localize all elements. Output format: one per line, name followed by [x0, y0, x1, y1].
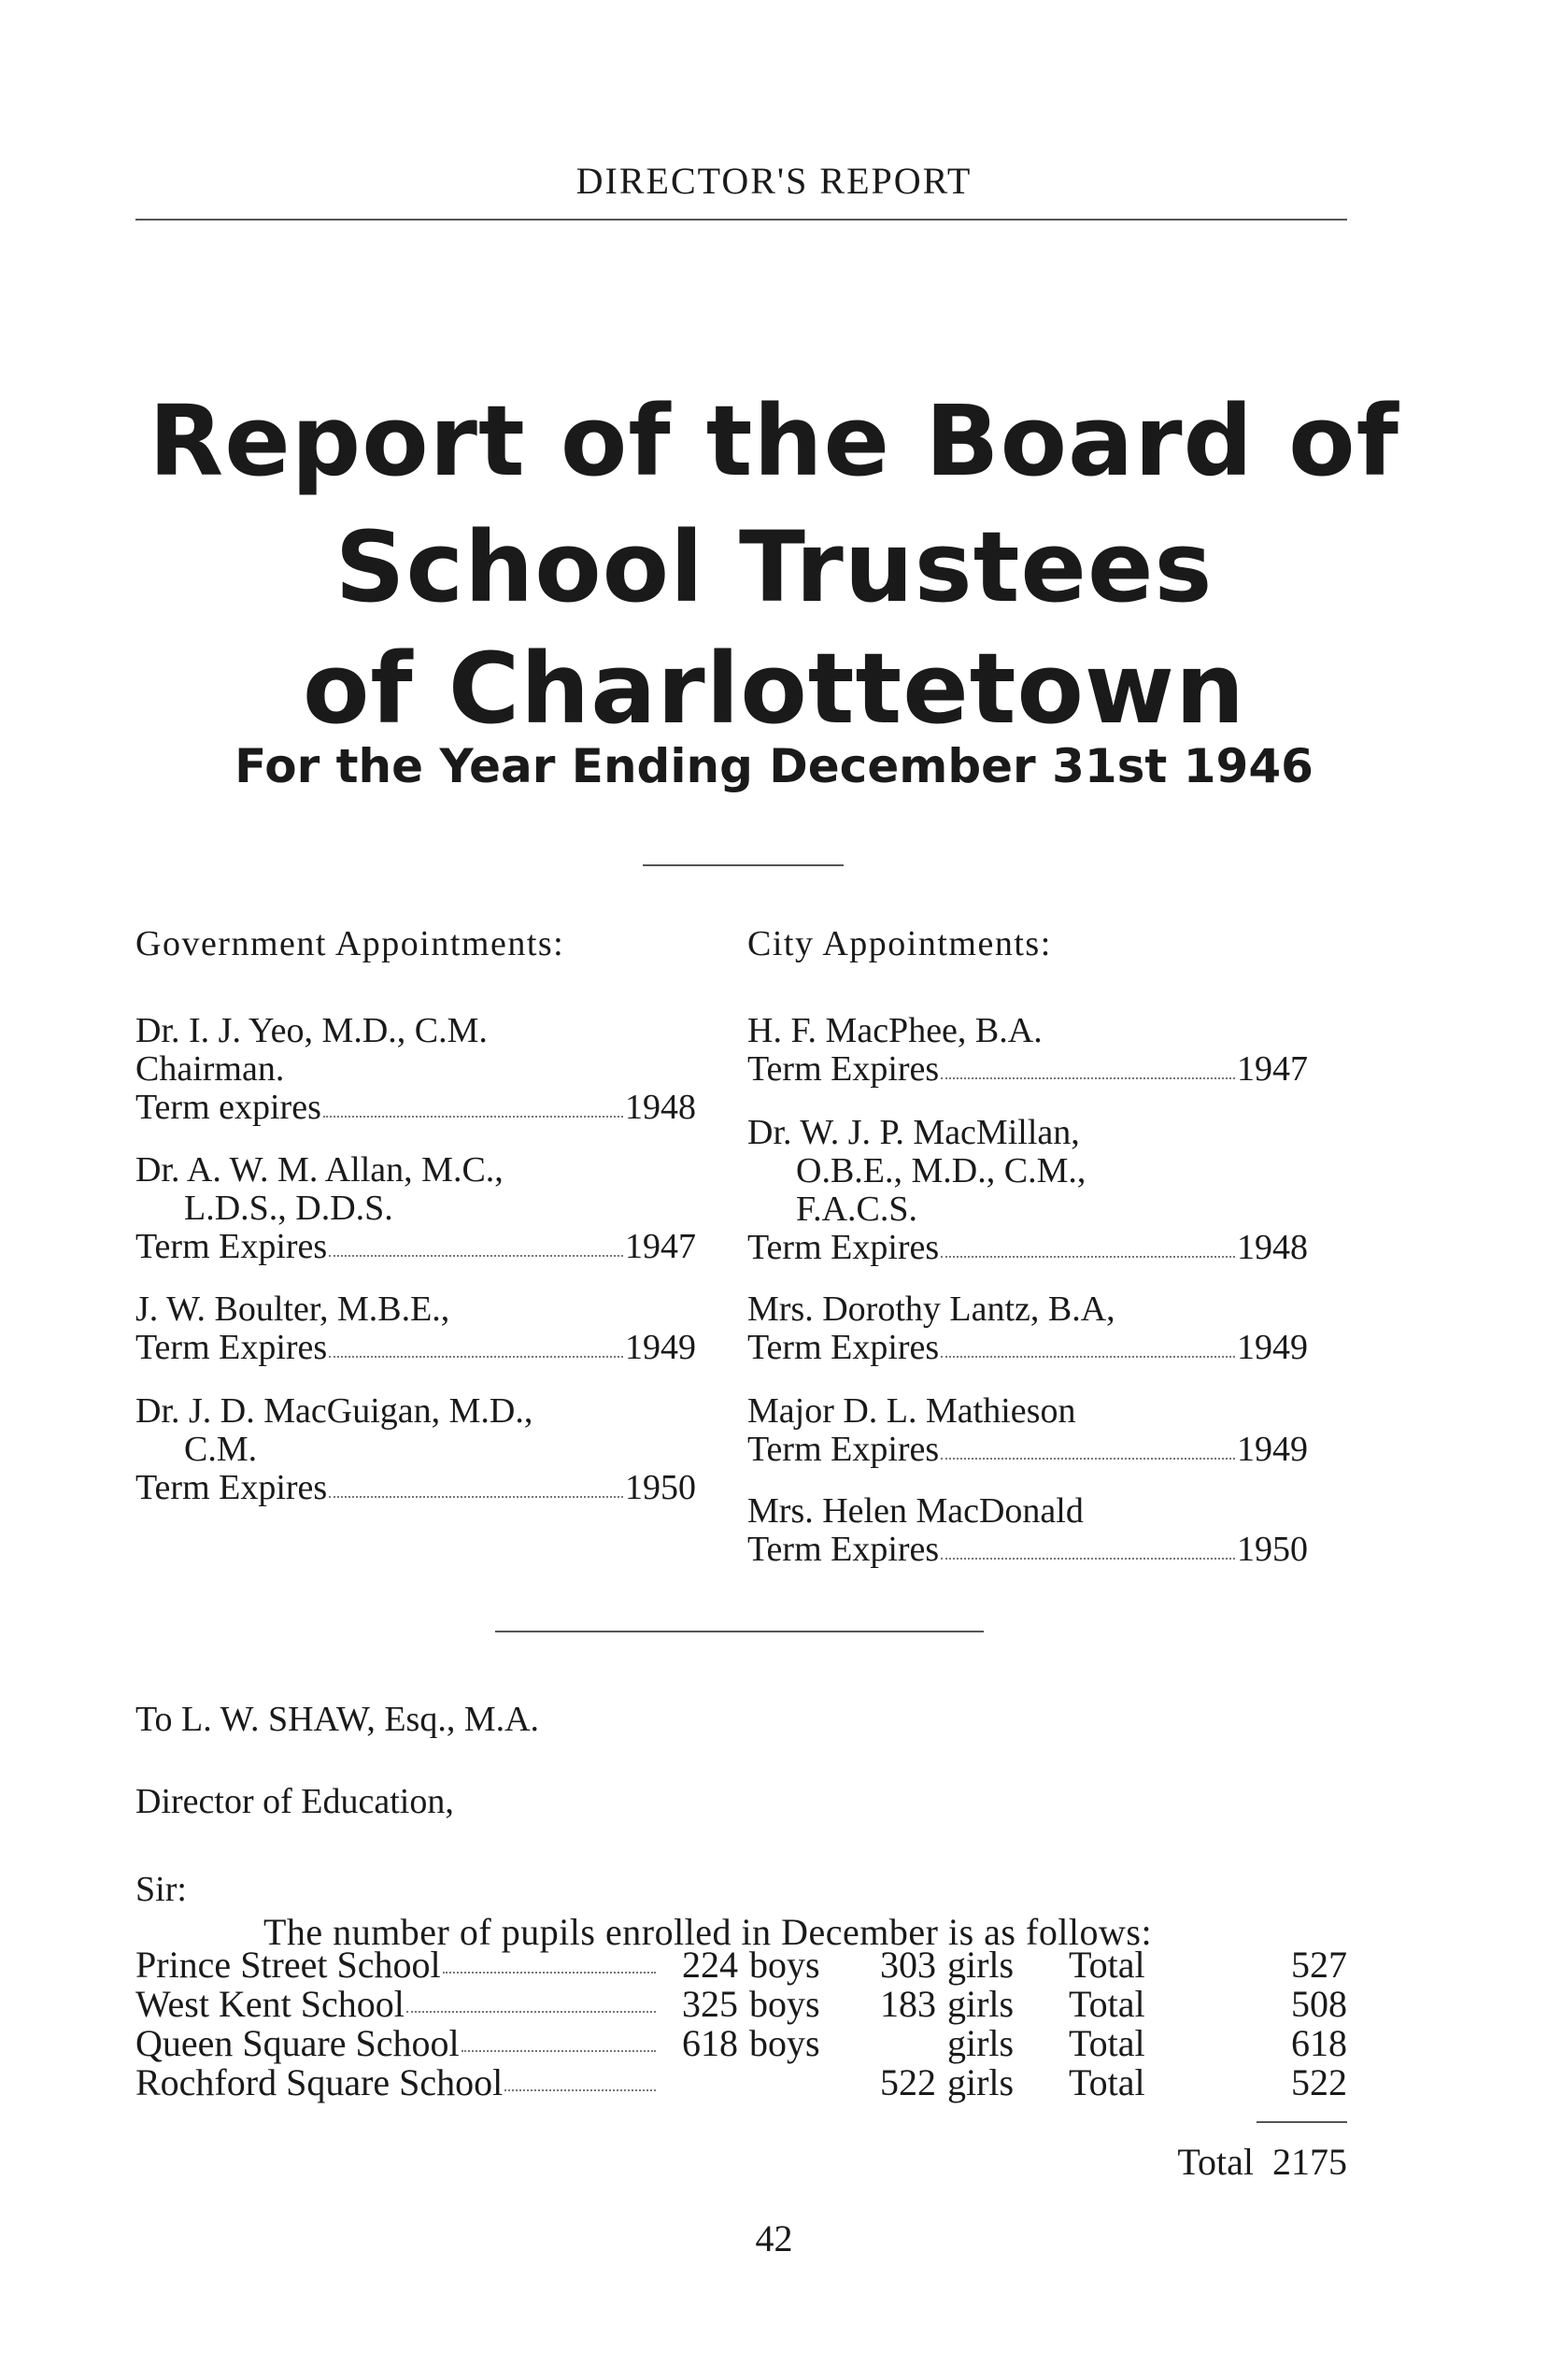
term-label: Term Expires [747, 1328, 940, 1367]
title-line-1: Report of the Board of [149, 384, 1399, 498]
total-label: Total [1069, 2022, 1145, 2064]
title-line-2: School Trustees [334, 510, 1214, 624]
term-year: 1949 [1237, 1328, 1308, 1367]
gov-entry-degrees: L.D.S., D.D.S. [184, 1189, 393, 1228]
title-line-3: of Charlottetown [302, 632, 1246, 746]
gov-entry-degrees: C.M. [184, 1430, 258, 1469]
total-count: 522 [1291, 2061, 1347, 2103]
girls-label: girls [947, 1944, 1015, 1986]
term-label: Term Expires [747, 1430, 940, 1469]
term-year: 1949 [1237, 1430, 1308, 1469]
gov-entry-name: Dr. A. W. M. Allan, M.C., [135, 1150, 504, 1190]
table-row [135, 1985, 1347, 2024]
term-year: 1950 [625, 1468, 696, 1507]
table-row [135, 2063, 1347, 2102]
girls-count: 303 [880, 1944, 936, 1986]
enrolment-intro: The number of pupils enrolled in December is as follows: [263, 1911, 1153, 1953]
total-label: Total [1069, 2061, 1145, 2103]
city-entry [747, 1012, 1308, 1089]
city-entry-degrees: O.B.E., M.D., C.M., [796, 1151, 1086, 1190]
gov-entry [135, 1151, 696, 1266]
leader-dots [406, 1985, 656, 2013]
total-rule [1257, 2121, 1347, 2123]
term-year: 1948 [1237, 1228, 1308, 1267]
city-entry [747, 1114, 1308, 1267]
boys-label: boys [749, 1983, 820, 2025]
city-entry [747, 1492, 1308, 1569]
school-name: Queen Square School [135, 2022, 460, 2064]
city-entry-name: Dr. W. J. P. MacMillan, [747, 1113, 1080, 1152]
term-year: 1947 [625, 1227, 696, 1266]
girls-label: girls [947, 2061, 1015, 2103]
leader-dots [941, 1229, 1235, 1258]
government-heading: Government Appointments: [135, 924, 565, 963]
page-number: 42 [755, 2217, 793, 2259]
boys-count: 224 [682, 1944, 738, 1986]
city-entry-name: Major D. L. Mathieson [747, 1391, 1076, 1431]
girls-label: girls [947, 1983, 1015, 2025]
table-row [135, 1945, 1347, 1985]
city-entry-name: Mrs. Dorothy Lantz, B.A, [747, 1290, 1115, 1329]
gov-entry-role: Chairman. [135, 1049, 285, 1089]
gov-entry [135, 1392, 696, 1507]
boys-label [738, 2063, 866, 2102]
grand-total-label: Total [1177, 2141, 1254, 2183]
table-row [135, 2024, 1347, 2063]
term-label: Term Expires [747, 1530, 940, 1569]
enrolment-table [135, 1945, 1347, 2102]
school-name: Prince Street School [135, 1944, 441, 1986]
leader-dots [323, 1089, 623, 1118]
term-year: 1948 [625, 1088, 696, 1127]
leader-dots [329, 1329, 623, 1358]
girls-count: 183 [880, 1983, 936, 2025]
term-label: Term Expires [747, 1228, 940, 1267]
leader-dots [329, 1469, 623, 1498]
gov-entry-name: J. W. Boulter, M.B.E., [135, 1290, 450, 1329]
leader-dots [941, 1329, 1235, 1358]
leader-dots [941, 1431, 1235, 1460]
city-entry [747, 1290, 1308, 1367]
leader-dots [941, 1050, 1235, 1079]
gov-entry-name: Dr. I. J. Yeo, M.D., C.M. [135, 1011, 488, 1050]
city-entry-name: Mrs. Helen MacDonald [747, 1491, 1084, 1531]
term-label: Term expires [135, 1088, 321, 1127]
letter-salutation: Sir: [135, 1870, 187, 1909]
letter-addressee-title: Director of Education, [135, 1782, 454, 1821]
term-label: Term Expires [747, 1049, 940, 1089]
grand-total-value: 2175 [1272, 2141, 1347, 2183]
girls-count [866, 2024, 936, 2063]
girls-count: 522 [880, 2061, 936, 2103]
header-rule [135, 219, 1347, 221]
total-label: Total [1069, 1983, 1145, 2025]
boys-count: 618 [682, 2022, 738, 2064]
letter-addressee: To L. W. SHAW, Esq., M.A. [135, 1700, 540, 1739]
gov-entry [135, 1290, 696, 1367]
leader-dots [443, 1945, 656, 1974]
school-name: West Kent School [135, 1983, 405, 2025]
boys-count: 325 [682, 1983, 738, 2025]
subtitle: For the Year Ending December 31st 1946 [234, 739, 1314, 793]
leader-dots [504, 2063, 656, 2091]
leader-dots [941, 1531, 1235, 1560]
leader-dots [462, 2024, 656, 2052]
grand-total [1177, 2140, 1347, 2184]
city-entry [747, 1392, 1308, 1469]
total-count: 618 [1291, 2022, 1347, 2064]
section-divider [495, 1631, 984, 1632]
city-heading: City Appointments: [747, 924, 1052, 963]
total-count: 527 [1291, 1944, 1347, 1986]
leader-dots [329, 1228, 623, 1257]
school-name: Rochford Square School [135, 2061, 504, 2103]
boys-label: boys [749, 1944, 820, 1986]
term-label: Term Expires [135, 1227, 328, 1266]
term-label: Term Expires [135, 1468, 328, 1507]
total-count: 508 [1291, 1983, 1347, 2025]
boys-label: boys [749, 2022, 820, 2064]
girls-label: girls [947, 2022, 1015, 2064]
term-year: 1947 [1237, 1049, 1308, 1089]
total-label: Total [1069, 1944, 1145, 1986]
boys-count [663, 2063, 738, 2102]
term-year: 1949 [625, 1328, 696, 1367]
title-divider [643, 864, 844, 866]
city-entry-name: H. F. MacPhee, B.A. [747, 1011, 1043, 1050]
gov-entry-name: Dr. J. D. MacGuigan, M.D., [135, 1391, 533, 1431]
running-head: DIRECTOR'S REPORT [575, 160, 973, 202]
term-year: 1950 [1237, 1530, 1308, 1569]
gov-entry [135, 1012, 696, 1127]
term-label: Term Expires [135, 1328, 328, 1367]
city-entry-degrees: F.A.C.S. [796, 1190, 918, 1229]
